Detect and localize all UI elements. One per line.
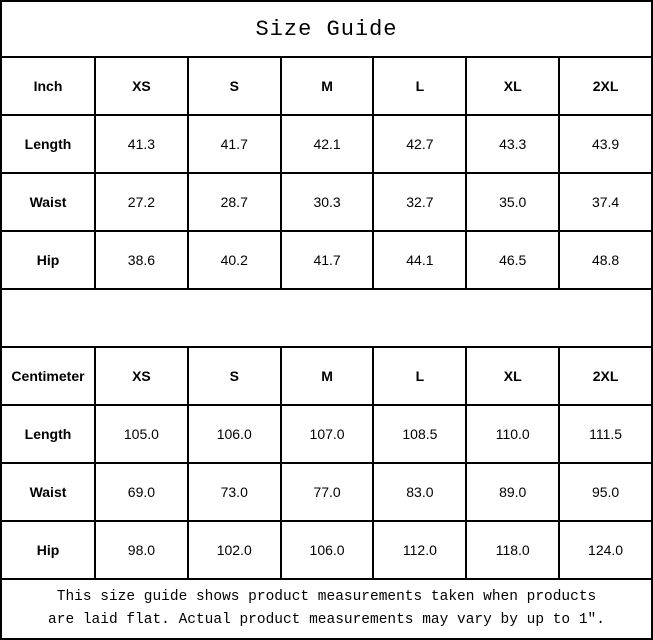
measurement-value: 111.5 xyxy=(559,405,652,463)
measurement-value: 42.7 xyxy=(373,115,466,173)
cm-hip-row xyxy=(1,521,652,579)
row-label: Length xyxy=(1,405,95,463)
measurement-value: 43.3 xyxy=(466,115,559,173)
size-header-xs: XS xyxy=(95,347,188,405)
row-label: Waist xyxy=(1,173,95,231)
measurement-value: 105.0 xyxy=(95,405,188,463)
size-header-m: M xyxy=(281,57,374,115)
measurement-value: 106.0 xyxy=(281,521,374,579)
measurement-value: 42.1 xyxy=(281,115,374,173)
row-label: Hip xyxy=(1,521,95,579)
measurement-value: 27.2 xyxy=(95,173,188,231)
title-row xyxy=(1,1,652,57)
row-label: Hip xyxy=(1,231,95,289)
measurement-value: 32.7 xyxy=(373,173,466,231)
measurement-value: 44.1 xyxy=(373,231,466,289)
measurement-value: 41.7 xyxy=(188,115,281,173)
size-header-s: S xyxy=(188,57,281,115)
unit-label-centimeter: Centimeter xyxy=(1,347,95,405)
inch-hip-row xyxy=(1,231,652,289)
size-header-2xl: 2XL xyxy=(559,347,652,405)
inch-header-row xyxy=(1,57,652,115)
measurement-value: 48.8 xyxy=(559,231,652,289)
size-header-l: L xyxy=(373,347,466,405)
spacer-row xyxy=(1,289,652,347)
cm-header-row xyxy=(1,347,652,405)
measurement-value: 41.7 xyxy=(281,231,374,289)
measurement-value: 102.0 xyxy=(188,521,281,579)
measurement-value: 40.2 xyxy=(188,231,281,289)
size-header-l: L xyxy=(373,57,466,115)
footnote xyxy=(1,579,652,639)
cm-waist-row xyxy=(1,463,652,521)
measurement-value: 112.0 xyxy=(373,521,466,579)
size-header-xs: XS xyxy=(95,57,188,115)
size-header-xl: XL xyxy=(466,57,559,115)
measurement-value: 30.3 xyxy=(281,173,374,231)
measurement-value: 37.4 xyxy=(559,173,652,231)
measurement-value: 77.0 xyxy=(281,463,374,521)
measurement-value: 35.0 xyxy=(466,173,559,231)
measurement-value: 108.5 xyxy=(373,405,466,463)
measurement-value: 107.0 xyxy=(281,405,374,463)
footnote-line-1: This size guide shows product measurements taken when products xyxy=(56,588,597,605)
size-header-s: S xyxy=(188,347,281,405)
measurement-value: 38.6 xyxy=(95,231,188,289)
measurement-value: 69.0 xyxy=(95,463,188,521)
measurement-value: 46.5 xyxy=(466,231,559,289)
measurement-value: 118.0 xyxy=(466,521,559,579)
page-title: Size Guide xyxy=(1,1,652,57)
measurement-value: 124.0 xyxy=(559,521,652,579)
cm-length-row xyxy=(1,405,652,463)
footnote-line-2: are laid flat. Actual product measurements may vary by up to 1″. xyxy=(48,612,605,628)
row-label: Length xyxy=(1,115,95,173)
footnote-row xyxy=(1,579,652,639)
measurement-value: 95.0 xyxy=(559,463,652,521)
measurement-value: 43.9 xyxy=(559,115,652,173)
size-header-2xl: 2XL xyxy=(559,57,652,115)
inch-waist-row xyxy=(1,173,652,231)
measurement-value: 110.0 xyxy=(466,405,559,463)
measurement-value: 106.0 xyxy=(188,405,281,463)
inch-length-row xyxy=(1,115,652,173)
measurement-value: 28.7 xyxy=(188,173,281,231)
measurement-value: 73.0 xyxy=(188,463,281,521)
measurement-value: 83.0 xyxy=(373,463,466,521)
size-header-m: M xyxy=(281,347,374,405)
measurement-value: 98.0 xyxy=(95,521,188,579)
unit-label-inch: Inch xyxy=(1,57,95,115)
spacer-cell xyxy=(1,289,652,347)
row-label: Waist xyxy=(1,463,95,521)
size-header-xl: XL xyxy=(466,347,559,405)
measurement-value: 41.3 xyxy=(95,115,188,173)
measurement-value: 89.0 xyxy=(466,463,559,521)
